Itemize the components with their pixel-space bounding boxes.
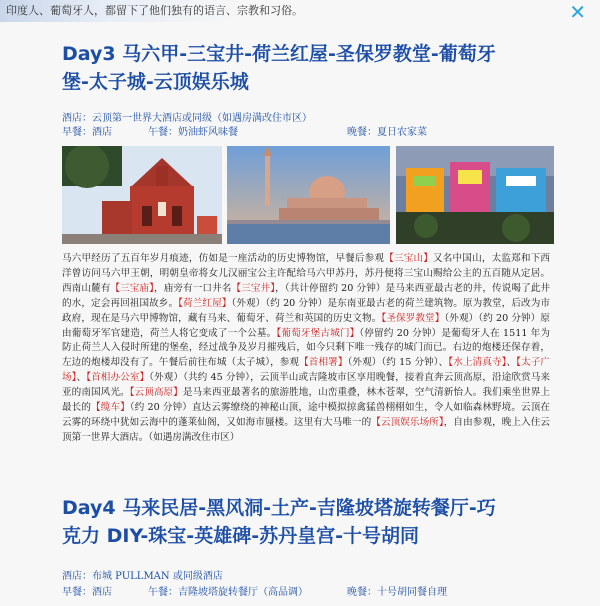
description-text: （外观）（约 20 分钟）原由葡萄牙军官建造，荷兰人将它变成了一个公墓。 [62, 312, 550, 339]
description-text: ，自由参观，晚上入住云顶第一世界大酒店。（如遇房满改住市区） [62, 416, 550, 443]
day3-breakfast: 早餐：酒店 [62, 127, 112, 138]
attraction-highlight: 【水上清真寺】 [448, 357, 507, 369]
attraction-highlight: 【三宝山】 [384, 253, 434, 264]
description-text: 又名中国山，太监郑和下西洋曾访问马六甲王朝，明朝皇帝将女儿汉丽宝公主许配给马六甲苏丹，苏丹便将三宝山赐给公主的五百随从定居。西南山麓有 [62, 253, 551, 294]
description-text: 是马来西亚最著名的旅游胜地，山峦重叠，林木苍翠，空气清新怡人。我们乘坐世界上最长的 [62, 387, 551, 414]
top-banner [0, 0, 600, 22]
description-text: （外观）（约 20 分钟）是东南亚最古老的荷兰建筑物。原为教堂，后改为市政府，现在是马六甲博物馆，藏有马来、葡萄牙、荷兰和英国的历史文物。 [62, 297, 550, 324]
top-banner-text: 印度人、葡萄牙人，都留下了他们独有的语言、宗教和习俗。 [6, 4, 303, 17]
genting-park-photo [396, 146, 554, 244]
attraction-highlight: 【太子广场】 [62, 357, 551, 384]
christ-church-photo [62, 146, 222, 244]
day3-photo-strip [62, 146, 554, 244]
day3-title-line1: Day3 马六甲-三宝井-荷兰红屋-圣保罗教堂-葡萄牙 [62, 43, 496, 65]
day3-dinner: 晚餐：夏日农家菜 [347, 127, 427, 138]
description-text: 马六甲经历了五百年岁月痕迹，仿如是一座活动的历史博物馆，早餐后参观 [62, 253, 385, 264]
day3-title-line2: 堡-太子城-云顶娱乐城 [62, 71, 249, 93]
day3-lunch: 午餐：奶油虾风味餐 [148, 127, 238, 138]
attraction-highlight: 【首相署】 [299, 357, 348, 369]
attraction-highlight: 【首相办公室】 [86, 372, 150, 384]
description-text: 、 [506, 357, 517, 369]
attraction-highlight: 【圣保罗教堂】 [381, 312, 445, 324]
day4-breakfast: 早餐：酒店 [62, 587, 112, 598]
description-text: 、 [76, 372, 87, 384]
description-text: ，（共计停留约 20 分钟）是马来西亚最古老的井，传说喝了此井的水，定会再回祖国故乡。 [62, 282, 551, 309]
description-text: ，庙旁有一口井名 [154, 282, 232, 294]
day4-hotel: 酒店：布城 PULLMAN 或同级酒店 [62, 571, 223, 582]
attraction-highlight: 【三宝井】 [231, 282, 276, 294]
attraction-highlight: 【三宝庙】 [110, 282, 155, 294]
attraction-highlight: 【葡萄牙堡古城门】 [276, 327, 360, 339]
description-text: （外观）（约 15 分钟）、 [347, 357, 449, 369]
day4-dinner: 晚餐：十号胡同餐自理 [347, 587, 447, 598]
day3-description [62, 252, 550, 446]
description-text: （约 20 分钟）直达云雾缭绕的神秘山顶，途中模拟掠禽猛兽栩栩如生，令人如临森林野境。云顶在云雾的环绕中犹如云海中的蓬莱仙阁，又如海市蜃楼。这里有大马唯一的 [62, 402, 551, 428]
day4-title-line2: 克力 DIY-珠宝-英雄碑-苏丹皇宫-十号胡同 [62, 525, 419, 547]
day4-lunch: 午餐：吉隆坡塔旋转餐厅（高品调） [148, 587, 308, 598]
day4-title-line1: Day4 马来民居-黑风洞-土产-吉隆坡塔旋转餐厅-巧 [62, 497, 496, 519]
description-text: （停留约 20 分钟）是葡萄牙人在 1511 年为防止荷兰人入侵时所建的堡垒，经过战争及岁月摧残后，如今只剩下唯一残存的城门而已。右边的炮楼还保存着，左边的炮楼却没有了。午餐后前往布城（太子城），参观 [62, 327, 551, 369]
attraction-highlight: 【云顶娱乐场所】 [371, 416, 444, 428]
day3-hotel: 酒店：云顶第一世界大酒店或同级（如遇房满改住市区） [62, 113, 312, 124]
putra-mosque-photo [227, 146, 390, 244]
description-text: （外观）（共约 45 分钟），云顶半山或吉隆坡市区享用晚餐，接着直奔云顶高原，沿途欣赏马来亚的南国风光。 [62, 372, 551, 399]
attraction-highlight: 【云顶高原】 [129, 387, 183, 399]
close-icon[interactable]: ✕ [569, 0, 586, 24]
attraction-highlight: 【荷兰红屋】 [178, 297, 232, 309]
attraction-highlight: 【缆车】 [91, 402, 130, 414]
